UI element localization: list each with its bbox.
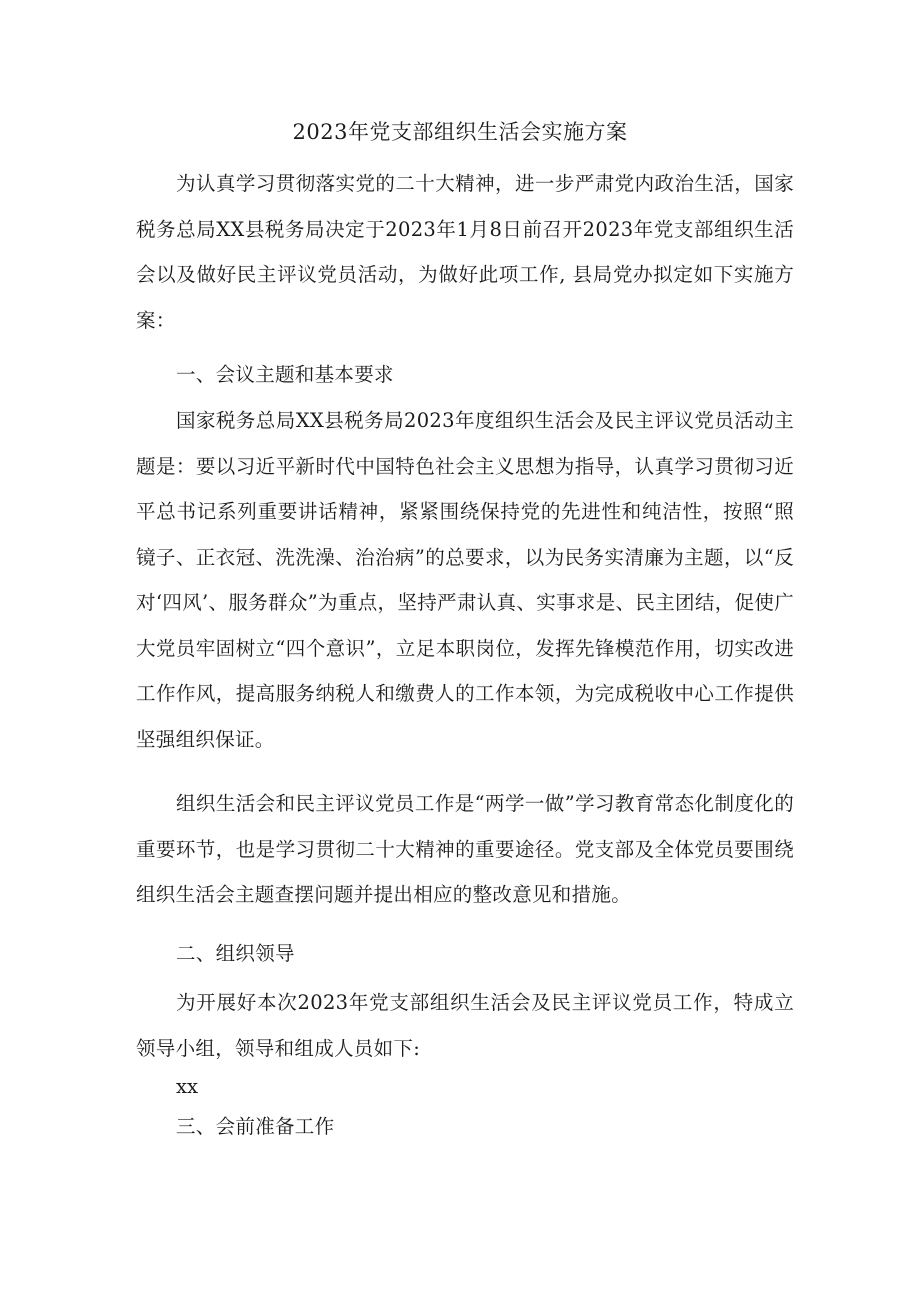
intro-paragraph: 为认真学习贯彻落实党的二十大精神，进一步严肃党内政治生活，国家税务总局XX县税务局决定于2023年1月8日前召开2023年党支部组织生活会以及做好民主评议党员活动，为做好此项工作, 县局党办拟定如下实施方案： <box>136 172 794 332</box>
section-2-paragraph-1: 为开展好本次2023年党支部组织生活会及民主评议党员工作，特成立领导小组，领导和组成人员如下: <box>136 991 794 1060</box>
section-heading-2: 二、组织领导 <box>176 942 295 965</box>
section-1-paragraph-2: 组织生活会和民主评议党员工作是“两学一做”学习教育常态化制度化的重要环节，也是学习贯彻二十大精神的重要途径。党支部及全体党员要围绕组织生活会主题查摆问题并提出相应的整改意见和措施。 <box>136 792 794 906</box>
section-heading-3: 三、会前准备工作 <box>176 1115 335 1138</box>
section-1-paragraph-1: 国家税务总局XX县税务局2023年度组织生活会及民主评议党员活动主题是：要以习近平新时代中国特色社会主义思想为指导，认真学习贯彻习近平总书记系列重要讲话精神，紧紧围绕保持党的先进性和纯洁性，按照“照镜子、正衣冠、洗洗澡、治治病”的总要求，以为民务实清廉为主题，以“反对‘四风’、服务群众”为重点，坚持严肃认真、实事求是、民主团结，促使广大党员牢固树立“四个意识”，立足本职岗位，发挥先锋模范作用，切实改进工作作风，提高服务纳税人和缴费人的工作本领，为完成税收中心工作提供坚强组织保证。 <box>136 409 794 751</box>
document-title: 2023年党支部组织生活会实施方案 <box>292 120 628 144</box>
section-heading-1: 一、会议主题和基本要求 <box>176 363 394 386</box>
section-2-members: xx <box>176 1075 198 1098</box>
